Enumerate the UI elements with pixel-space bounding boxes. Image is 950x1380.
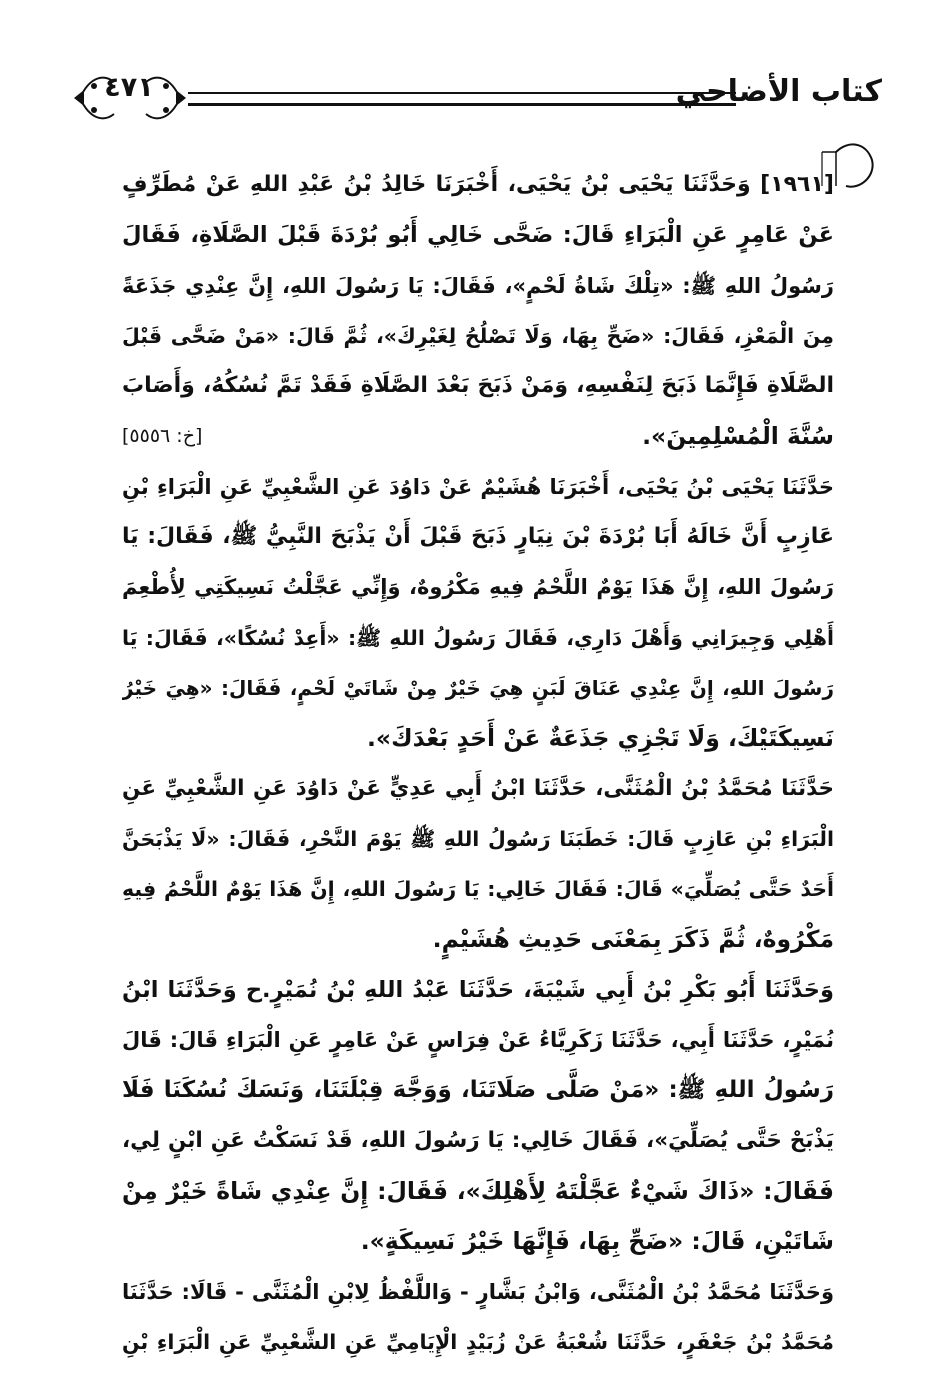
- text-line: شَاتَيْنِ، قَالَ: «ضَحِّ بِهَا، فَإِنَّهَا خَيْرُ نَسِيكَةٍ».: [360, 1227, 834, 1256]
- paragraph: [122, 1267, 834, 1368]
- text-line: رَسُولَ اللهِ، إِنَّ هَذَا يَوْمٌ اللَّحْمُ فِيهِ مَكْرُوهٌ، وَإِنِّي عَجَّلْتُ نَسِيكَتِي لِأُطْعِمَ: [122, 575, 834, 600]
- text-line: عَنْ عَامِرٍ عَنِ الْبَرَاءِ قَالَ: ضَحَّى خَالِي أَبُو بُرْدَةَ قَبْلَ الصَّلَاةِ، فَقَالَ: [122, 222, 834, 249]
- text-line: حَدَّثَنَا مُحَمَّدُ بْنُ الْمُثَنَّى، حَدَّثَنَا ابْنُ أَبِي عَدِيٍّ عَنْ دَاوُدَ عَنِ الشَّعْبِيِّ عَنِ: [122, 775, 834, 801]
- text-line: حَدَّثَنَا يَحْيَى بْنُ يَحْيَى، أَخْبَرَنَا هُشَيْمٌ عَنْ دَاوُدَ عَنِ الشَّعْبِيِّ عَنِ الْبَرَاءِ بْنِ: [122, 474, 834, 499]
- page-header: [70, 58, 882, 138]
- paragraph: [122, 462, 834, 764]
- text-line: مَكْرُوهٌ، ثُمَّ ذَكَرَ بِمَعْنَى حَدِيثِ هُشَيْمٍ.: [432, 925, 834, 954]
- text-line: أَحَدٌ حَتَّى يُصَلِّيَ» قَالَ: فَقَالَ خَالِي: يَا رَسُولَ اللهِ، إِنَّ هَذَا يَوْمٌ اللَّحْمُ فِيهِ: [122, 877, 834, 902]
- text-line: [122, 411, 834, 461]
- text-line: نُمَيْرٍ، حَدَّثَنَا أَبِي، حَدَّثَنَا زَكَرِيَّاءُ عَنْ فِرَاسٍ عَنْ عَامِرٍ عَنِ الْبَرَاءِ قَالَ: قَالَ: [122, 1028, 834, 1053]
- text-line: الصَّلَاةِ فَإِنَّمَا ذَبَحَ لِنَفْسِهِ، وَمَنْ ذَبَحَ بَعْدَ الصَّلَاةِ فَقَدْ تَمَّ نُسُكُهُ، وَأَصَابَ: [122, 373, 834, 399]
- text-line: رَسُولَ اللهِ، إِنَّ عِنْدِي عَنَاقَ لَبَنٍ هِيَ خَيْرٌ مِنْ شَاتَيْ لَحْمٍ، فَقَالَ: «هِيَ خَيْرُ: [122, 675, 834, 700]
- text-line: الْبَرَاءِ بْنِ عَازِبٍ قَالَ: خَطَبَنَا رَسُولُ اللهِ ﷺ يَوْمَ النَّحْرِ، فَقَالَ: «لَا يَذْبَحَنَّ: [122, 826, 834, 851]
- hadith-number: [١٩٦١]: [760, 172, 834, 197]
- book-title: كتاب الأضاحي: [675, 74, 882, 109]
- text-line: مِنَ الْمَعْزِ، فَقَالَ: «ضَحِّ بِهَا، وَلَا تَصْلُحُ لِغَيْرِكَ»، ثُمَّ قَالَ: «مَنْ ضَحَّى قَبْلَ: [122, 323, 834, 348]
- text-line: مُحَمَّدُ بْنُ جَعْفَرٍ، حَدَّثَنَا شُعْبَةُ عَنْ زُبَيْدٍ الْإِيَامِيِّ عَنِ الشَّعْبِيِّ عَنِ الْبَرَاءِ بْنِ: [122, 1329, 834, 1354]
- text-line: وَحَدَّثَنَا أَبُو بَكْرِ بْنُ أَبِي شَيْبَةَ، حَدَّثَنَا عَبْدُ اللهِ بْنُ نُمَيْرٍ.ح وَحَدَّثَنَا ابْنُ: [122, 976, 834, 1003]
- paragraph: [122, 764, 834, 965]
- header-rule: [188, 92, 736, 106]
- text-line: رَسُولُ اللهِ ﷺ: «مَنْ صَلَّى صَلَاتَنَا، وَوَجَّهَ قِبْلَتَنَا، وَنَسَكَ نُسُكَنَا فَلَا: [122, 1077, 834, 1104]
- text-line: نَسِيكَتَيْكَ، وَلَا تَجْزِي جَذَعَةٌ عَنْ أَحَدٍ بَعْدَكَ».: [367, 724, 834, 753]
- bukhari-reference: [خ: ٥٥٥٦]: [122, 425, 203, 448]
- paragraph: [122, 160, 834, 462]
- text-line: رَسُولُ اللهِ ﷺ: «تِلْكَ شَاةُ لَحْمٍ»، فَقَالَ: يَا رَسُولَ اللهِ، إِنَّ عِنْدِي جَذَعَةً: [122, 273, 834, 298]
- text-line: [١٩٦١] وَحَدَّثَنَا يَحْيَى بْنُ يَحْيَى، أَخْبَرَنَا خَالِدُ بْنُ عَبْدِ اللهِ عَنْ مُطَرِّفٍ: [122, 172, 834, 197]
- text-body: [122, 160, 834, 1367]
- page-number: ٤٧١: [104, 72, 154, 103]
- text-line: فَقَالَ: «ذَاكَ شَيْءٌ عَجَّلْتَهُ لِأَهْلِكَ»، فَقَالَ: إِنَّ عِنْدِي شَاةً خَيْرٌ مِنْ: [122, 1176, 834, 1205]
- text-line: وَحَدَّثَنَا مُحَمَّدُ بْنُ الْمُثَنَّى، وَابْنُ بَشَّارٍ - وَاللَّفْظُ لِابْنِ الْمُثَنَّى - قَالَا: حَدَّثَنَا: [122, 1279, 834, 1304]
- text-line: يَذْبَحْ حَتَّى يُصَلِّيَ»، فَقَالَ خَالِي: يَا رَسُولَ اللهِ، قَدْ نَسَكْتُ عَنِ ابْنٍ لِي،: [122, 1127, 834, 1153]
- text-line-end: سُنَّةَ الْمُسْلِمِينَ».: [642, 422, 834, 451]
- text-line: عَازِبٍ أَنَّ خَالَهُ أَبَا بُرْدَةَ بْنَ نِيَارٍ ذَبَحَ قَبْلَ أَنْ يَذْبَحَ النَّبِيُّ ﷺ، فَقَالَ: يَا: [122, 524, 834, 550]
- paragraph: [122, 965, 834, 1267]
- text-line: أَهْلِي وَجِيرَانِي وَأَهْلَ دَارِي، فَقَالَ رَسُولُ اللهِ ﷺ: «أَعِدْ نُسُكًا»، فَقَالَ: يَا: [122, 625, 834, 650]
